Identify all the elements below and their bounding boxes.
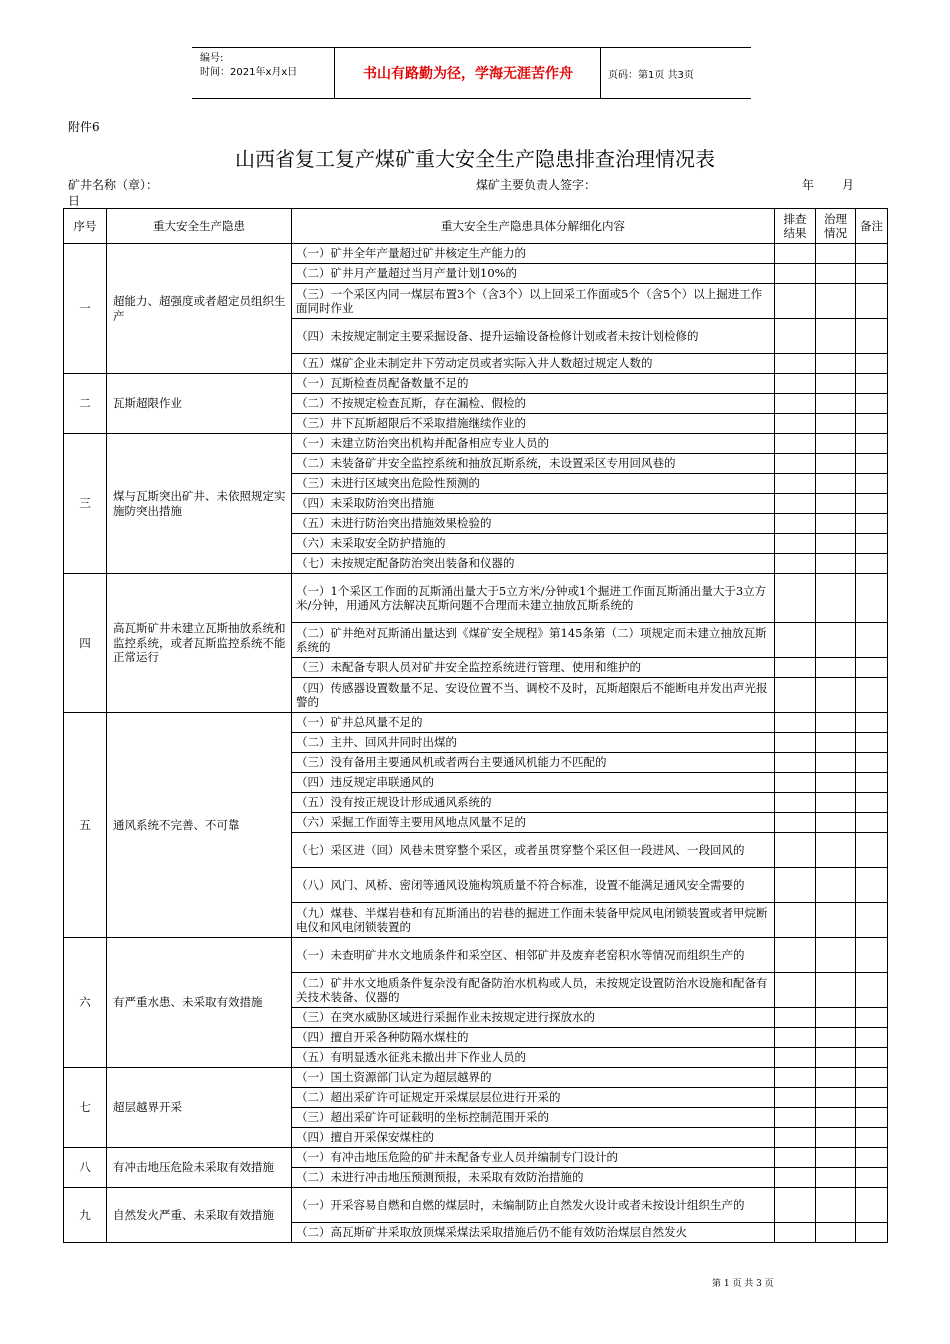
row-hazard-detail: （三）在突水威胁区域进行采掘作业未按规定进行探放水的 (292, 1008, 775, 1028)
row-hazard-category: 超层越界开采 (107, 1068, 292, 1148)
row-hazard-detail: （二）矿井月产量超过当月产量计划10%的 (292, 264, 775, 284)
check-result-cell[interactable] (775, 903, 816, 938)
remark-cell[interactable] (856, 1148, 888, 1168)
table-row (64, 244, 888, 264)
remark-cell[interactable] (856, 813, 888, 833)
remark-cell[interactable] (856, 1008, 888, 1028)
check-result-cell[interactable] (775, 973, 816, 1008)
row-hazard-detail: （二）主井、回风井同时出煤的 (292, 733, 775, 753)
row-hazard-detail: （二）矿井绝对瓦斯涌出量达到《煤矿安全规程》第145条第（二）项规定而未建立抽放瓦斯系统的 (292, 623, 775, 658)
remark-cell[interactable] (856, 733, 888, 753)
remark-cell[interactable] (856, 773, 888, 793)
row-hazard-detail: （二）未装备矿井安全监控系统和抽放瓦斯系统，未设置采区专用回风巷的 (292, 454, 775, 474)
row-seq: 三 (64, 434, 107, 574)
remark-cell[interactable] (856, 374, 888, 394)
table-row (64, 1068, 888, 1088)
remark-cell[interactable] (856, 1048, 888, 1068)
row-hazard-detail: （三）井下瓦斯超限后不采取措施继续作业的 (292, 414, 775, 434)
governance-cell[interactable] (816, 658, 856, 678)
remark-cell[interactable] (856, 454, 888, 474)
row-hazard-category: 有严重水患、未采取有效措施 (107, 938, 292, 1068)
remark-cell[interactable] (856, 793, 888, 813)
table-row (64, 938, 888, 973)
check-result-cell[interactable] (775, 1148, 816, 1168)
row-hazard-detail: （二）不按规定检查瓦斯，存在漏检、假检的 (292, 394, 775, 414)
month-label: 月 (842, 178, 855, 192)
row-hazard-category: 煤与瓦斯突出矿井、未依照规定实施防突出措施 (107, 434, 292, 574)
row-hazard-detail: （四）未采取防治突出措施 (292, 494, 775, 514)
check-result-cell[interactable] (775, 394, 816, 414)
check-result-cell[interactable] (775, 374, 816, 394)
governance-cell[interactable] (816, 1128, 856, 1148)
governance-cell[interactable] (816, 514, 856, 534)
page-footer: 第 1 页 共 3 页 (712, 1279, 774, 1289)
row-hazard-detail: （四）违反规定串联通风的 (292, 773, 775, 793)
remark-cell[interactable] (856, 1088, 888, 1108)
remark-cell[interactable] (856, 474, 888, 494)
governance-cell[interactable] (816, 623, 856, 658)
row-hazard-detail: （一）1个采区工作面的瓦斯涌出量大于5立方米/分钟或1个掘进工作面瓦斯涌出量大于3立方米/分钟，用通风方法解决瓦斯问题不合理而未建立抽放瓦斯系统的 (292, 574, 775, 623)
governance-cell[interactable] (816, 354, 856, 374)
check-result-cell[interactable] (775, 658, 816, 678)
governance-cell[interactable] (816, 1168, 856, 1188)
check-result-cell[interactable] (775, 454, 816, 474)
check-result-cell[interactable] (775, 733, 816, 753)
row-hazard-detail: （七）未按规定配备防治突出装备和仪器的 (292, 554, 775, 574)
remark-cell[interactable] (856, 244, 888, 264)
check-result-cell[interactable] (775, 1108, 816, 1128)
remark-cell[interactable] (856, 1128, 888, 1148)
governance-cell[interactable] (816, 244, 856, 264)
row-hazard-detail: （一）矿井全年产量超过矿井核定生产能力的 (292, 244, 775, 264)
check-result-cell[interactable] (775, 514, 816, 534)
remark-cell[interactable] (856, 658, 888, 678)
row-hazard-detail: （一）瓦斯检查员配备数量不足的 (292, 374, 775, 394)
remark-cell[interactable] (856, 973, 888, 1008)
governance-cell[interactable] (816, 1008, 856, 1028)
check-result-cell[interactable] (775, 474, 816, 494)
remark-cell[interactable] (856, 1168, 888, 1188)
row-seq: 五 (64, 713, 107, 938)
governance-cell[interactable] (816, 713, 856, 733)
row-hazard-detail: （一）未查明矿井水文地质条件和采空区、相邻矿井及废弃老窑积水等情况而组织生产的 (292, 938, 775, 973)
header-page-number: 页码：第1页 共3页 (608, 70, 694, 81)
table-row (64, 574, 888, 623)
page-title: 山西省复工复产煤矿重大安全生产隐患排查治理情况表 (235, 147, 715, 171)
remark-cell[interactable] (856, 394, 888, 414)
day-label: 日 (68, 194, 81, 208)
governance-cell[interactable] (816, 284, 856, 319)
check-result-cell[interactable] (775, 1008, 816, 1028)
year-label: 年 (802, 178, 815, 192)
governance-cell[interactable] (816, 574, 856, 623)
governance-cell[interactable] (816, 973, 856, 1008)
header-seq: 序号 (64, 209, 107, 244)
remark-cell[interactable] (856, 753, 888, 773)
governance-cell[interactable] (816, 813, 856, 833)
row-seq: 一 (64, 244, 107, 374)
row-hazard-detail: （三）未配备专职人员对矿井安全监控系统进行管理、使用和维护的 (292, 658, 775, 678)
remark-cell[interactable] (856, 354, 888, 374)
remark-cell[interactable] (856, 264, 888, 284)
check-result-cell[interactable] (775, 1168, 816, 1188)
row-hazard-category: 瓦斯超限作业 (107, 374, 292, 434)
remark-cell[interactable] (856, 833, 888, 868)
remark-cell[interactable] (856, 868, 888, 903)
check-result-cell[interactable] (775, 534, 816, 554)
table-row (64, 1188, 888, 1223)
responsible-signature-label: 煤矿主要负责人签字： (476, 178, 597, 192)
table-row (64, 374, 888, 394)
check-result-cell[interactable] (775, 813, 816, 833)
governance-cell[interactable] (816, 1028, 856, 1048)
row-hazard-detail: （八）风门、风桥、密闭等通风设施构筑质量不符合标准，设置不能满足通风安全需要的 (292, 868, 775, 903)
check-result-cell[interactable] (775, 1188, 816, 1223)
governance-cell[interactable] (816, 534, 856, 554)
remark-cell[interactable] (856, 434, 888, 454)
governance-cell[interactable] (816, 733, 856, 753)
governance-cell[interactable] (816, 1188, 856, 1223)
check-result-cell[interactable] (775, 753, 816, 773)
governance-cell[interactable] (816, 394, 856, 414)
check-result-cell[interactable] (775, 833, 816, 868)
check-result-cell[interactable] (775, 414, 816, 434)
row-hazard-detail: （四）擅自开采各种防隔水煤柱的 (292, 1028, 775, 1048)
check-result-cell[interactable] (775, 354, 816, 374)
row-hazard-detail: （五）煤矿企业未制定井下劳动定员或者实际入井人数超过规定人数的 (292, 354, 775, 374)
row-hazard-detail: （二）矿井水文地质条件复杂没有配备防治水机构或人员，未按规定设置防治水设施和配备有关技术装备、仪器的 (292, 973, 775, 1008)
remark-cell[interactable] (856, 284, 888, 319)
header-detail: 重大安全生产隐患具体分解细化内容 (292, 209, 775, 244)
governance-cell[interactable] (816, 554, 856, 574)
mine-name-label: 矿井名称（章）： (68, 178, 159, 192)
header-check-result: 排查结果 (775, 209, 816, 244)
row-hazard-detail: （六）采掘工作面等主要用风地点风量不足的 (292, 813, 775, 833)
row-hazard-detail: （二）超出采矿许可证规定开采煤层层位进行开采的 (292, 1088, 775, 1108)
row-seq: 六 (64, 938, 107, 1068)
header-meta (200, 52, 297, 80)
remark-cell[interactable] (856, 713, 888, 733)
row-hazard-detail: （一）开采容易自燃和自燃的煤层时，未编制防止自然发火设计或者未按设计组织生产的 (292, 1188, 775, 1223)
table-header-row (64, 209, 888, 244)
remark-cell[interactable] (856, 414, 888, 434)
governance-cell[interactable] (816, 414, 856, 434)
remark-cell[interactable] (856, 1108, 888, 1128)
row-hazard-detail: （一）未建立防治突出机构并配备相应专业人员的 (292, 434, 775, 454)
row-seq: 二 (64, 374, 107, 434)
check-result-cell[interactable] (775, 319, 816, 354)
check-result-cell[interactable] (775, 574, 816, 623)
header-governance: 治理情况 (816, 209, 856, 244)
remark-cell[interactable] (856, 938, 888, 973)
governance-cell[interactable] (816, 833, 856, 868)
row-hazard-detail: （一）矿井总风量不足的 (292, 713, 775, 733)
table-body (64, 244, 888, 1243)
governance-cell[interactable] (816, 374, 856, 394)
row-seq: 八 (64, 1148, 107, 1188)
check-result-cell[interactable] (775, 1048, 816, 1068)
row-hazard-detail: （四）未按规定制定主要采掘设备、提升运输设备检修计划或者未按计划检修的 (292, 319, 775, 354)
governance-cell[interactable] (816, 938, 856, 973)
governance-cell[interactable] (816, 1088, 856, 1108)
remark-cell[interactable] (856, 1223, 888, 1243)
governance-cell[interactable] (816, 494, 856, 514)
remark-cell[interactable] (856, 1188, 888, 1223)
check-result-cell[interactable] (775, 1088, 816, 1108)
check-result-cell[interactable] (775, 244, 816, 264)
remark-cell[interactable] (856, 554, 888, 574)
row-hazard-detail: （九）煤巷、半煤岩巷和有瓦斯涌出的岩巷的掘进工作面未装备甲烷风电闭锁装置或者甲烷断电仪和风电闭锁装置的 (292, 903, 775, 938)
governance-cell[interactable] (816, 903, 856, 938)
remark-cell[interactable] (856, 574, 888, 623)
governance-cell[interactable] (816, 1108, 856, 1128)
row-seq: 四 (64, 574, 107, 713)
row-hazard-detail: （三）没有备用主要通风机或者两台主要通风机能力不匹配的 (292, 753, 775, 773)
check-result-cell[interactable] (775, 434, 816, 454)
check-result-cell[interactable] (775, 1028, 816, 1048)
check-result-cell[interactable] (775, 554, 816, 574)
governance-cell[interactable] (816, 434, 856, 454)
governance-cell[interactable] (816, 1068, 856, 1088)
check-result-cell[interactable] (775, 623, 816, 658)
header-divider (600, 48, 601, 98)
governance-cell[interactable] (816, 753, 856, 773)
row-hazard-detail: （五）未进行防治突出措施效果检验的 (292, 514, 775, 534)
governance-cell[interactable] (816, 319, 856, 354)
governance-cell[interactable] (816, 868, 856, 903)
governance-cell[interactable] (816, 454, 856, 474)
row-hazard-category: 自然发火严重、未采取有效措施 (107, 1188, 292, 1243)
table-row (64, 713, 888, 733)
check-result-cell[interactable] (775, 793, 816, 813)
header-divider (334, 48, 335, 98)
check-result-cell[interactable] (775, 1068, 816, 1088)
check-result-cell[interactable] (775, 713, 816, 733)
row-hazard-detail: （一）国土资源部门认定为超层越界的 (292, 1068, 775, 1088)
row-hazard-category: 通风系统不完善、不可靠 (107, 713, 292, 938)
check-result-cell[interactable] (775, 284, 816, 319)
remark-cell[interactable] (856, 1028, 888, 1048)
attachment-label: 附件6 (68, 120, 100, 134)
row-seq: 七 (64, 1068, 107, 1148)
row-hazard-detail: （三）一个采区内同一煤层布置3个（含3个）以上回采工作面或5个（含5个）以上掘进工作面同时作业 (292, 284, 775, 319)
governance-cell[interactable] (816, 793, 856, 813)
row-hazard-detail: （五）有明显透水征兆未撤出井下作业人员的 (292, 1048, 775, 1068)
time-label: 时间：2021年x月x日 (200, 67, 298, 78)
table-row (64, 434, 888, 454)
check-result-cell[interactable] (775, 868, 816, 903)
row-hazard-detail: （二）未进行冲击地压预测预报，未采取有效防治措施的 (292, 1168, 775, 1188)
remark-cell[interactable] (856, 514, 888, 534)
governance-cell[interactable] (816, 474, 856, 494)
row-hazard-detail: （六）未采取安全防护措施的 (292, 534, 775, 554)
row-hazard-category: 有冲击地压危险未采取有效措施 (107, 1148, 292, 1188)
table-row (64, 1148, 888, 1168)
check-result-cell[interactable] (775, 264, 816, 284)
check-result-cell[interactable] (775, 1128, 816, 1148)
row-hazard-detail: （一）有冲击地压危险的矿井未配备专业人员并编制专门设计的 (292, 1148, 775, 1168)
remark-cell[interactable] (856, 494, 888, 514)
governance-cell[interactable] (816, 1223, 856, 1243)
number-label: 编号: (200, 53, 224, 64)
row-hazard-category: 高瓦斯矿井未建立瓦斯抽放系统和监控系统，或者瓦斯监控系统不能正常运行 (107, 574, 292, 713)
row-hazard-detail: （三）超出采矿许可证载明的坐标控制范围开采的 (292, 1108, 775, 1128)
remark-cell[interactable] (856, 678, 888, 713)
governance-cell[interactable] (816, 1148, 856, 1168)
governance-cell[interactable] (816, 264, 856, 284)
remark-cell[interactable] (856, 534, 888, 554)
document-header (192, 47, 751, 99)
check-result-cell[interactable] (775, 773, 816, 793)
row-hazard-detail: （七）采区进（回）风巷未贯穿整个采区，或者虽贯穿整个采区但一段进风、一段回风的 (292, 833, 775, 868)
row-hazard-detail: （四）擅自开采保安煤柱的 (292, 1128, 775, 1148)
remark-cell[interactable] (856, 903, 888, 938)
governance-cell[interactable] (816, 773, 856, 793)
check-result-cell[interactable] (775, 938, 816, 973)
governance-cell[interactable] (816, 1048, 856, 1068)
row-hazard-detail: （五）没有按正规设计形成通风系统的 (292, 793, 775, 813)
header-motto: 书山有路勤为径，学海无涯苦作舟 (363, 66, 573, 82)
row-hazard-detail: （四）传感器设置数量不足、安设位置不当、调校不及时，瓦斯超限后不能断电并发出声光报警的 (292, 678, 775, 713)
header-hazard: 重大安全生产隐患 (107, 209, 292, 244)
check-result-cell[interactable] (775, 494, 816, 514)
governance-cell[interactable] (816, 678, 856, 713)
check-result-cell[interactable] (775, 678, 816, 713)
remark-cell[interactable] (856, 623, 888, 658)
row-hazard-category: 超能力、超强度或者超定员组织生产 (107, 244, 292, 374)
header-remark: 备注 (856, 209, 888, 244)
row-seq: 九 (64, 1188, 107, 1243)
remark-cell[interactable] (856, 1068, 888, 1088)
row-hazard-detail: （三）未进行区域突出危险性预测的 (292, 474, 775, 494)
hazard-table (63, 208, 888, 1243)
check-result-cell[interactable] (775, 1223, 816, 1243)
remark-cell[interactable] (856, 319, 888, 354)
row-hazard-detail: （二）高瓦斯矿井采取放顶煤采煤法采取措施后仍不能有效防治煤层自然发火 (292, 1223, 775, 1243)
